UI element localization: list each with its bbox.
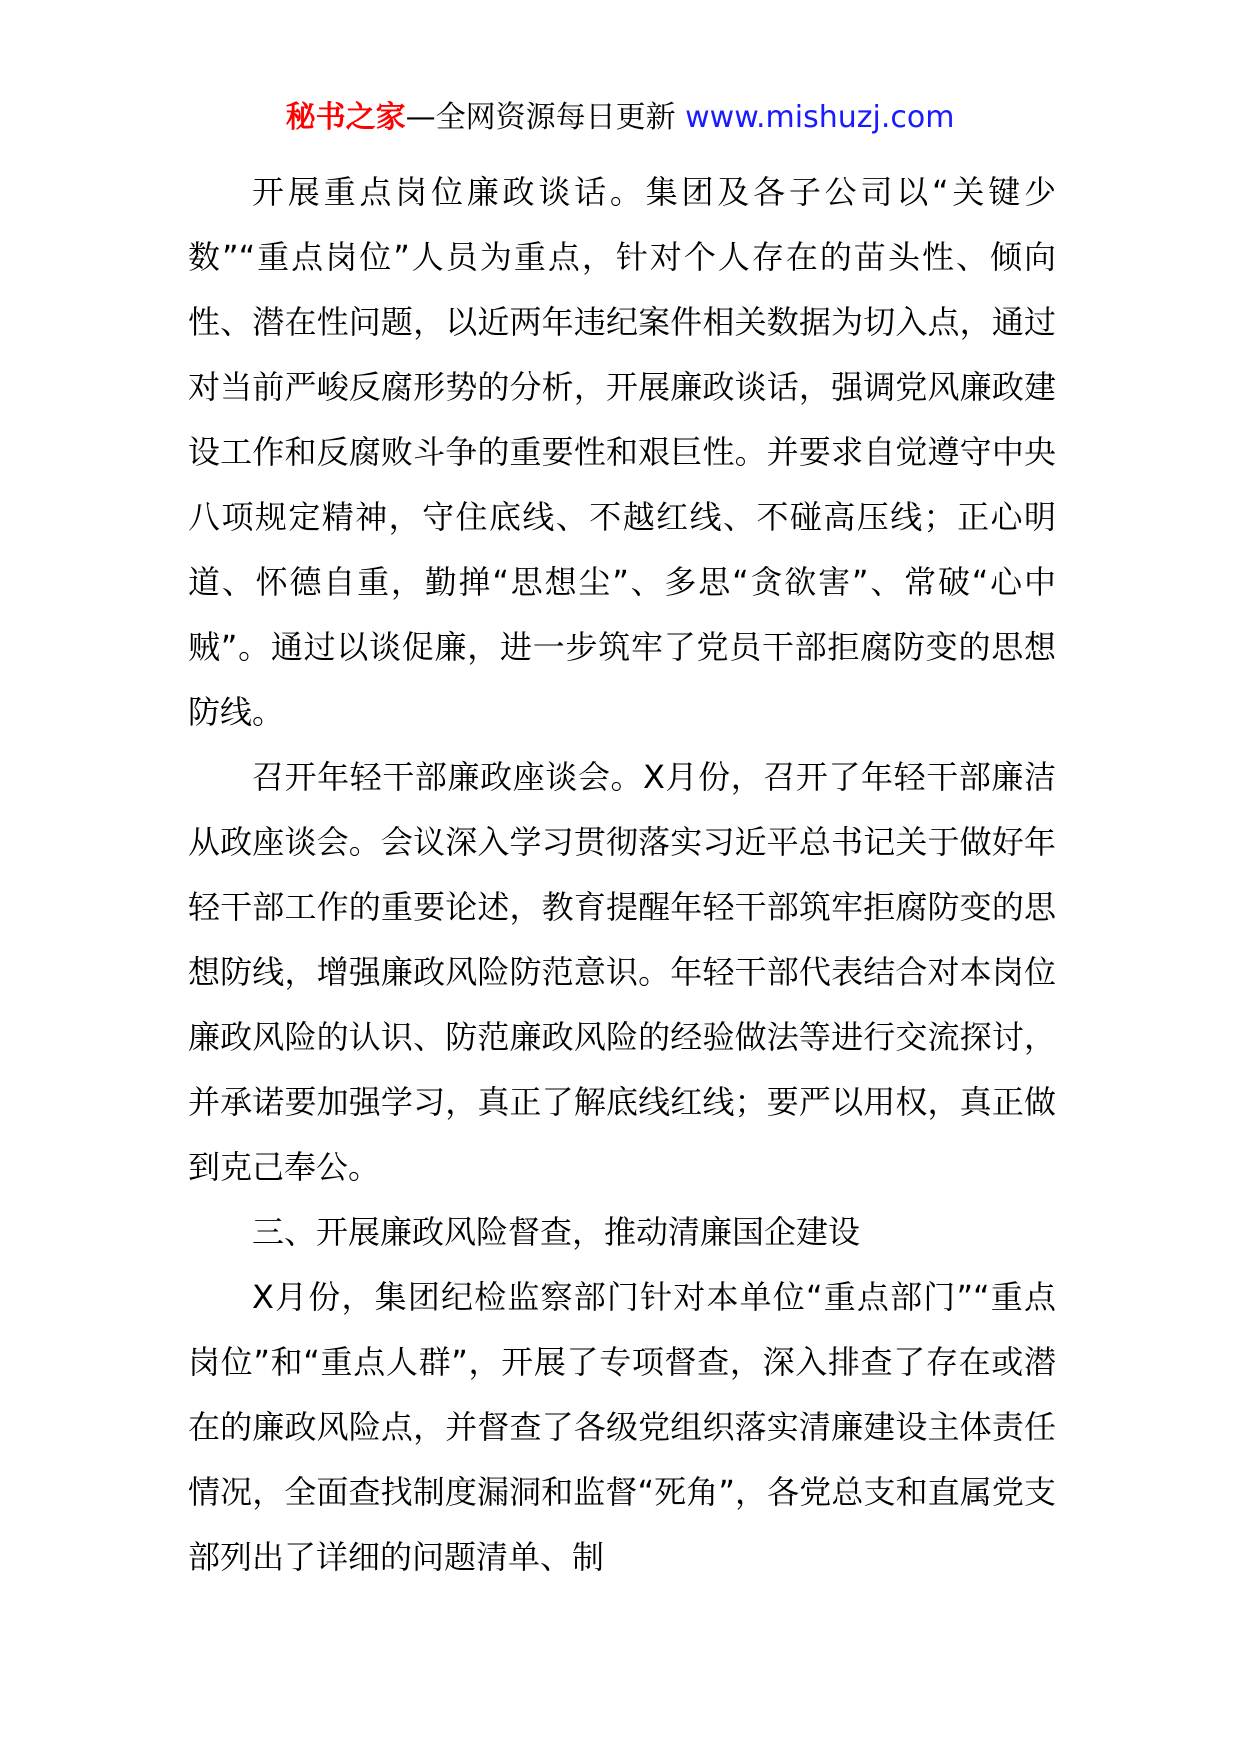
paragraph-inspection: X月份，集团纪检监察部门针对本单位“重点部门”“重点岗位”和“重点人群”，开展了专项督查，深入排查了存在或潜在的廉政风险点，并督查了各级党组织落实清廉建设主体责任情况，全面查找制度漏洞和监督“死角”，各党总支和直属党支部列出了详细的问题清单、制 [188,1278,1056,1576]
page-header [0,98,1240,138]
paragraph-young-cadres: 召开年轻干部廉政座谈会。X月份，召开了年轻干部廉洁从政座谈会。会议深入学习贯彻落实习近平总书记关于做好年轻干部工作的重要论述，教育提醒年轻干部筑牢拒腐防变的思想防线，增强廉政风险防范意识。年轻干部代表结合对本岗位廉政风险的认识、防范廉政风险的经验做法等进行交流探讨，并承诺要加强学习，真正了解底线红线；要严以用权，真正做到克己奉公。 [188,758,1056,1186]
header-tagline: —全网资源每日更新 [405,100,686,135]
paragraph-talks: 开展重点岗位廉政谈话。集团及各子公司以“关键少数”“重点岗位”人员为重点，针对个人存在的苗头性、倾向性、潜在性问题，以近两年违纪案件相关数据为切入点，通过对当前严峻反腐形势的分析，开展廉政谈话，强调党风廉政建设工作和反腐败斗争的重要性和艰巨性。并要求自觉遵守中央八项规定精神，守住底线、不越红线、不碰高压线；正心明道、怀德自重，勤掸“思想尘”、多思“贪欲害”、常破“心中贼”。通过以谈促廉，进一步筑牢了党员干部拒腐防变的思想防线。 [188,173,1056,731]
website-link[interactable]: www.mishuzj.com [685,100,955,135]
section-heading: 三、开展廉政风险督查，推动清廉国企建设 [252,1213,861,1251]
document-body [188,160,1056,1590]
brand-name: 秘书之家 [285,100,406,135]
